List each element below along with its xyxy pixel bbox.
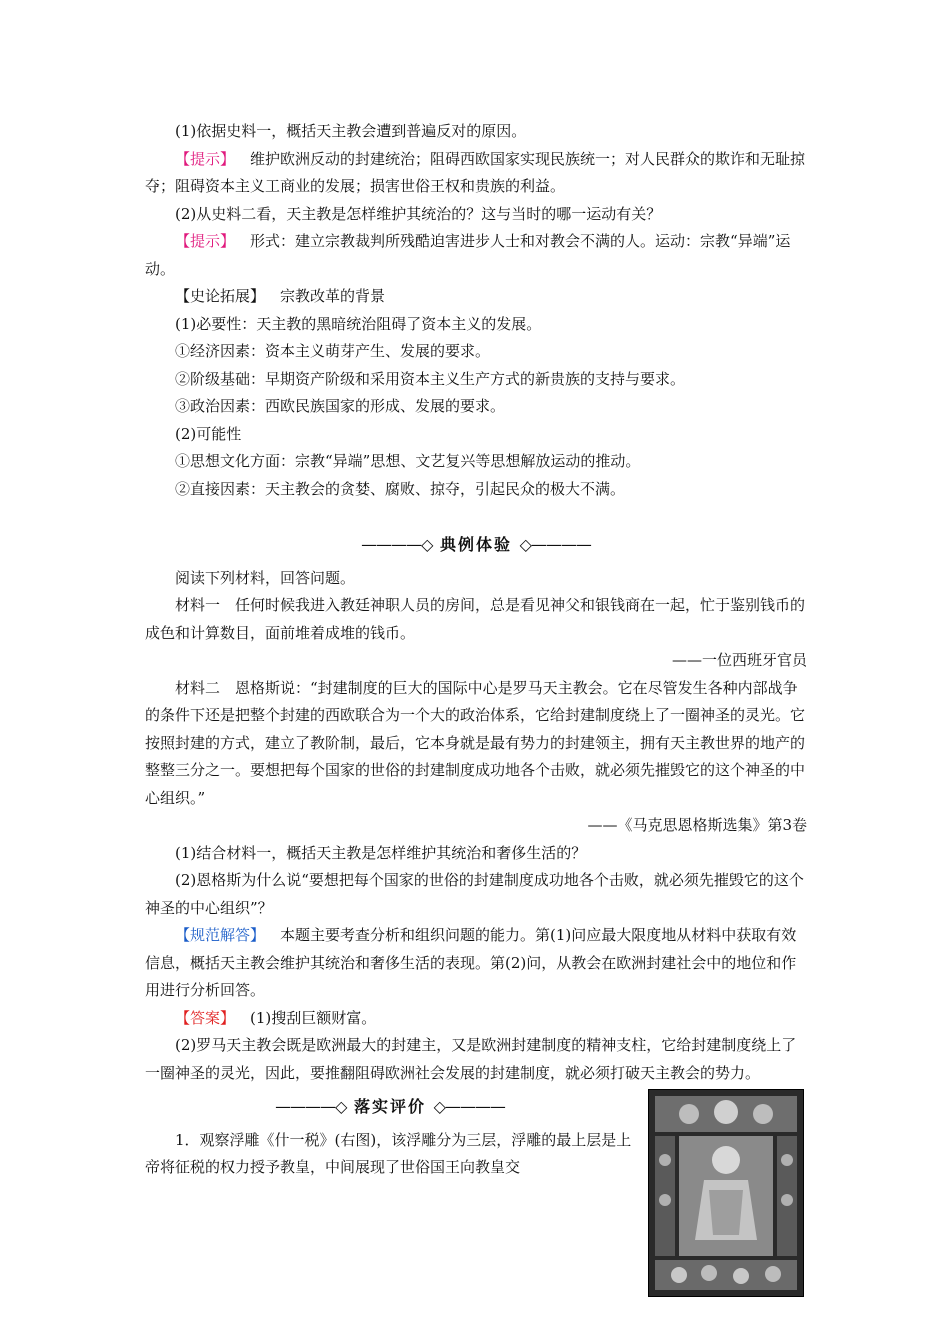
relief-image	[648, 1089, 804, 1297]
extension-item: ②直接因素：天主教会的贪婪、腐败、掠夺，引起民众的极大不满。	[175, 479, 626, 498]
hint-1-text: 维护欧洲反动的封建统治；阻碍西欧国家实现民族统一；对人民群众的欺诈和无耻掠夺；阻碍资本主义工商业的发展；损害世俗王权和贵族的利益。	[145, 149, 806, 195]
extension-item: ①思想文化方面：宗教“异端”思想、文艺复兴等思想解放运动的推动。	[175, 452, 641, 470]
evaluation-text	[145, 1093, 635, 1182]
extension-item: (1)必要性：天主教的黑暗统治阻碍了资本主义的发展。	[175, 314, 542, 333]
material-1-source: ——一位西班牙官员	[671, 651, 807, 669]
extension-item: ②阶级基础：早期资产阶级和采用资本主义生产方式的新贵族的支持与要求。	[175, 369, 686, 388]
section-heading-example: ————◇ 典例体验 ◇————	[361, 535, 591, 554]
evaluation-section	[145, 1093, 807, 1182]
page-content	[145, 118, 807, 1182]
extension-item: ③政治因素：西欧民族国家的形成、发展的要求。	[175, 397, 506, 415]
hint-tag: 【提示】	[175, 149, 236, 168]
intro-text: 阅读下列材料，回答问题。	[175, 568, 356, 587]
standard-answer	[145, 922, 807, 1005]
hint-2-text: 形式：建立宗教裁判所残酷迫害进步人士和对教会不满的人。运动：宗教“异端”运动。	[145, 232, 791, 278]
material-2: 材料二 恩格斯说：“封建制度的巨大的国际中心是罗马天主教会。它在尽管发生各种内部战争的条件下还是把整个封建的西欧联合为一个大的政治体系，它给封建制度绕上了一圈神圣的灵光。它按照封建的方式，建立了教阶制，最后，它本身就是最有势力的封建领主，拥有天主教世界的地产的整整三分之一。要想把每个国家的世俗的封建制度成功地各个击败，就必须先摧毁它的这个神圣的中心组织。”	[145, 678, 806, 807]
section-title: 落实评价	[353, 1097, 426, 1116]
tithe-relief-picture	[649, 1090, 803, 1296]
answer-1	[145, 1005, 807, 1033]
question-1: (1)依据史料一，概括天主教会遭到普遍反对的原因。	[175, 122, 527, 140]
standard-text: 本题主要考查分析和组织问题的能力。第(1)问应最大限度地从材料中获取有效信息，概括天主教会维护其统治和奢侈生活的表现。第(2)问，从教会在欧洲封建社会中的地位和作用进行分析回答。	[145, 926, 797, 999]
answer-2: (2)罗马天主教会既是欧洲最大的封建主，又是欧洲封建制度的精神支柱，它给封建制度绕上了一圈神圣的灵光，因此，要推翻阻碍欧洲社会发展的封建制度，就必须打破天主教会的势力。	[145, 1036, 797, 1082]
material-2-source: ——《马克思恩格斯选集》第3卷	[587, 816, 807, 834]
standard-tag: 【规范解答】	[175, 926, 266, 944]
section-title: 典例体验	[439, 535, 512, 554]
answer-1-text: (1)搜刮巨额财富。	[250, 1008, 377, 1027]
material-1: 材料一 任何时候我进入教廷神职人员的房间，总是看见神父和银钱商在一起，忙于鉴别钱币的成色和计算数目，面前堆着成堆的钱币。	[145, 596, 806, 642]
hint-tag: 【提示】	[175, 232, 236, 250]
extension-item: ①经济因素：资本主义萌芽产生、发展的要求。	[175, 342, 491, 360]
hint-1	[145, 146, 807, 201]
exercise-1: 1．观察浮雕《什一税》(右图)，该浮雕分为三层，浮雕的最上层是上帝将征税的权力授予教皇，中间展现了世俗国王向教皇交	[145, 1130, 632, 1176]
example-question-2: (2)恩格斯为什么说“要想把每个国家的世俗的封建制度成功地各个击败，就必须先摧毁它的这个神圣的中心组织”？	[145, 871, 804, 917]
extension-tag: 【史论拓展】	[175, 287, 266, 305]
example-question-1: (1)结合材料一，概括天主教是怎样维护其统治和奢侈生活的？	[175, 843, 587, 862]
answer-tag: 【答案】	[175, 1008, 236, 1027]
hint-2	[145, 228, 807, 283]
extension-title: 宗教改革的背景	[280, 287, 386, 305]
extension-header	[145, 283, 807, 311]
extension-item: (2)可能性	[175, 424, 242, 443]
question-2: (2)从史料二看，天主教是怎样维护其统治的？这与当时的哪一运动有关？	[175, 204, 662, 223]
section-heading-evaluation: ————◇ 落实评价 ◇————	[275, 1097, 505, 1116]
